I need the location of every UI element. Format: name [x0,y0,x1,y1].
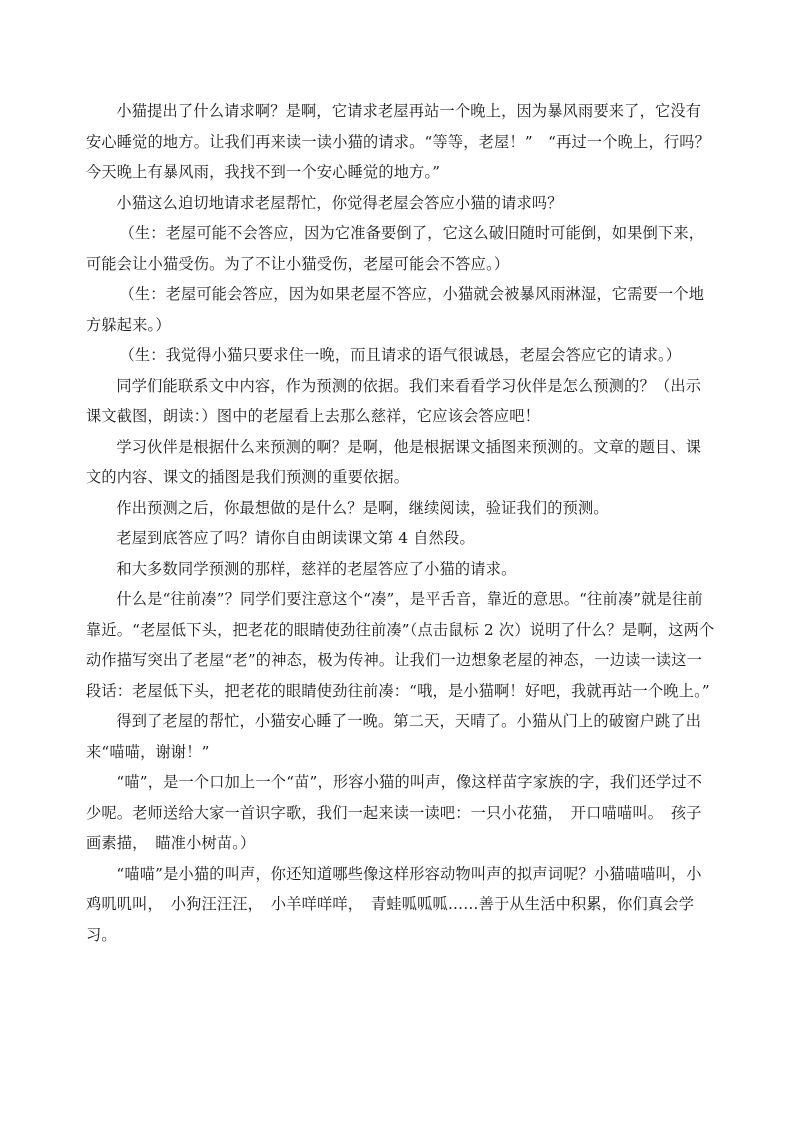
paragraph-question-will-agree: 小猫这么迫切地请求老屋帮忙，你觉得老屋会答应小猫的请求吗？ [116,193,563,212]
paragraph-read-section-4: 老屋到底答应了吗？请你自由朗读课文第 4 自然段。 [116,529,475,547]
paragraph-meow-character: “喵”，是一个口加上一个“苗”，形容小猫的叫声，像这样苗字家族的字，我们还学过不少呢。老师送给大家一首识字歌，我们一起来读一读吧：一只小花猫， 开口喵喵叫。 孩子画素描， 瞄准小树苗。） [86,773,703,852]
paragraph-prediction-basis: 同学们能联系文中内容，作为预测的依据。我们来看看学习伙伴是怎么预测的？（出示课文截图，朗读：）图中的老屋看上去那么慈祥，它应该会答应吧！ [86,376,702,425]
paragraph-house-agreed: 和大多数同学预测的那样，慈祥的老屋答应了小猫的请求。 [116,559,517,578]
paragraph-onomatopoeia: “喵喵”是小猫的叫声，你还知道哪些像这样形容动物叫声的拟声词呢？小猫喵喵叫，小鸡叽叽叫， 小狗汪汪汪， 小羊咩咩咩， 青蛙呱呱呱……善于从生活中积累，你们真会学习。 [86,864,702,944]
paragraph-cat-request: 小猫提出了什么请求啊？是啊，它请求老屋再站一个晚上，因为暴风雨要来了，它没有安心睡觉的地方。让我们再来读一读小猫的请求。“等等，老屋！” “再过一个晚上，行吗？今天晚上有暴风雨，我找不到一个安心睡觉的地方。” [86,102,711,181]
paragraph-student-answer-1: （生：老屋可能不会答应，因为它准备要倒了，它这么破旧随时可能倒，如果倒下来，可能会让小猫受伤。为了不让小猫受伤，老屋可能会不答应。） [86,224,705,273]
paragraph-student-answer-2: （生：老屋可能会答应，因为如果老屋不答应，小猫就会被暴风雨淋湿，它需要一个地方躲起来。） [86,285,705,334]
paragraph-next-day: 得到了老屋的帮忙，小猫安心睡了一晚。第二天，天晴了。小猫从门上的破窗户跳了出来“喵喵，谢谢！” [86,712,702,761]
paragraph-partner-prediction: 学习伙伴是根据什么来预测的啊？是啊，他是根据课文插图来预测的。文章的题目、课文的内容、课文的插图是我们预测的重要依据。 [86,437,702,486]
paragraph-student-answer-3: （生：我觉得小猫只要求住一晚，而且请求的语气很诚恳，老屋会答应它的请求。） [119,346,682,364]
paragraph-verify-prediction: 作出预测之后，你最想做的是什么？是啊，继续阅读，验证我们的预测。 [116,498,609,517]
paragraph-lean-forward: 什么是“往前凑”？同学们要注意这个“凑”，是平舌音，靠近的意思。“往前凑”就是往前靠近。“老屋低下头，把老花的眼睛使劲往前凑”（点击鼠标 2 次）说明了什么？是啊，这两个动作描写突出了老屋“老”的神态，极为传神。让我们一边想象老屋的神态，一边读一读这一段话：老屋低下头，把老花的眼睛使劲往前凑：“哦，是小猫啊！好吧，我就再站一个晚上。” [86,590,715,700]
document-page [86,96,716,950]
